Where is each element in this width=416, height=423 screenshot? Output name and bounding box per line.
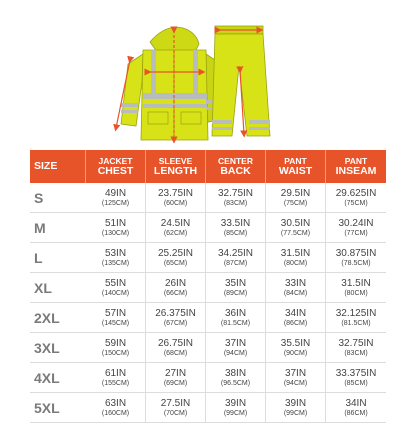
measurement-inches: 30.5IN bbox=[280, 217, 311, 229]
measurement-centimeters: (145CM) bbox=[101, 319, 130, 327]
measurement-centimeters: (89CM) bbox=[223, 289, 248, 297]
measurement-cell-waist bbox=[266, 243, 326, 273]
measurement-centimeters: (85CM) bbox=[344, 379, 368, 387]
size-label: XL bbox=[30, 273, 86, 303]
measurement-inches: 39IN bbox=[224, 397, 247, 409]
measurement-inches: 29.5IN bbox=[280, 187, 311, 199]
measurement-centimeters: (83CM) bbox=[344, 349, 368, 357]
jacket-illustration-icon bbox=[121, 27, 222, 140]
measurement-cell-chest bbox=[86, 243, 146, 273]
table-row bbox=[30, 363, 386, 393]
header-sleeve-length: SLEEVE LENGTH bbox=[146, 150, 206, 183]
measurement-cell-inseam bbox=[326, 303, 386, 333]
measurement-cell-back bbox=[206, 243, 266, 273]
measurement-cell-waist bbox=[266, 333, 326, 363]
measurement-cell-inseam bbox=[326, 333, 386, 363]
measurement-cell-inseam bbox=[326, 243, 386, 273]
measurement-centimeters: (84CM) bbox=[283, 289, 308, 297]
measurement-inches: 34IN bbox=[345, 397, 367, 409]
header-pant-waist: PANT WAIST bbox=[266, 150, 326, 183]
table-row bbox=[30, 333, 386, 363]
measurement-inches: 53IN bbox=[104, 247, 127, 259]
measurement-cell-back bbox=[206, 303, 266, 333]
measurement-centimeters: (130CM) bbox=[101, 229, 130, 237]
measurement-centimeters: (81.5CM) bbox=[220, 319, 251, 327]
header-center-back: CENTER BACK bbox=[206, 150, 266, 183]
measurement-centimeters: (140CM) bbox=[101, 289, 130, 297]
table-row bbox=[30, 273, 386, 303]
measurement-centimeters: (77CM) bbox=[344, 229, 368, 237]
measurement-cell-chest bbox=[86, 303, 146, 333]
measurement-centimeters: (155CM) bbox=[101, 379, 130, 387]
garment-illustration bbox=[0, 0, 416, 145]
measurement-centimeters: (81.5CM) bbox=[341, 319, 371, 327]
measurement-inches: 39IN bbox=[284, 397, 307, 409]
measurement-centimeters: (99CM) bbox=[283, 409, 308, 417]
measurement-cell-back bbox=[206, 273, 266, 303]
measurement-cell-back bbox=[206, 363, 266, 393]
measurement-inches: 26.75IN bbox=[157, 337, 194, 349]
measurement-inches: 25.25IN bbox=[157, 247, 194, 259]
size-label: 3XL bbox=[30, 333, 86, 363]
measurement-cell-waist bbox=[266, 273, 326, 303]
measurement-cell-sleeve bbox=[146, 183, 206, 213]
measurement-inches: 23.75IN bbox=[157, 187, 194, 199]
measurement-inches: 26.375IN bbox=[155, 307, 196, 319]
measurement-inches: 37IN bbox=[224, 337, 247, 349]
measurement-cell-sleeve bbox=[146, 273, 206, 303]
table-header-row bbox=[30, 150, 386, 183]
measurement-centimeters: (75CM) bbox=[283, 199, 308, 207]
measurement-cell-chest bbox=[86, 393, 146, 423]
measurement-centimeters: (80CM) bbox=[344, 289, 368, 297]
measurement-inches: 24.5IN bbox=[160, 217, 191, 229]
size-label: 2XL bbox=[30, 303, 86, 333]
measurement-centimeters: (68CM) bbox=[163, 349, 188, 357]
measurement-inches: 29.625IN bbox=[335, 187, 377, 199]
measurement-inches: 36IN bbox=[224, 307, 247, 319]
measurement-cell-waist bbox=[266, 183, 326, 213]
measurement-cell-back bbox=[206, 333, 266, 363]
measurement-centimeters: (69CM) bbox=[163, 379, 188, 387]
measurement-cell-waist bbox=[266, 363, 326, 393]
measurement-cell-sleeve bbox=[146, 303, 206, 333]
measurement-cell-back bbox=[206, 183, 266, 213]
measurement-inches: 30.875IN bbox=[335, 247, 377, 259]
measurement-cell-back bbox=[206, 213, 266, 243]
size-label: S bbox=[30, 183, 86, 213]
measurement-inches: 31.5IN bbox=[280, 247, 311, 259]
measurement-centimeters: (87CM) bbox=[223, 259, 248, 267]
measurement-cell-inseam bbox=[326, 183, 386, 213]
measurement-cell-sleeve bbox=[146, 213, 206, 243]
measurement-cell-waist bbox=[266, 213, 326, 243]
measurement-inches: 33.5IN bbox=[220, 217, 251, 229]
measurement-centimeters: (135CM) bbox=[101, 259, 130, 267]
measurement-inches: 32.75IN bbox=[338, 337, 374, 349]
measurement-cell-chest bbox=[86, 333, 146, 363]
header-size: SIZE bbox=[30, 150, 86, 183]
table-row bbox=[30, 243, 386, 273]
measurement-inches: 34IN bbox=[284, 307, 307, 319]
measurement-centimeters: (96.5CM) bbox=[220, 379, 251, 387]
measurement-centimeters: (94CM) bbox=[223, 349, 248, 357]
measurement-cell-back bbox=[206, 393, 266, 423]
measurement-inches: 57IN bbox=[104, 307, 127, 319]
measurement-inches: 37IN bbox=[284, 367, 307, 379]
header-jacket-chest: JACKET CHEST bbox=[86, 150, 146, 183]
measurement-centimeters: (78.5CM) bbox=[341, 259, 371, 267]
measurement-centimeters: (67CM) bbox=[163, 319, 188, 327]
measurement-centimeters: (60CM) bbox=[163, 199, 188, 207]
measurement-cell-sleeve bbox=[146, 243, 206, 273]
measurement-centimeters: (90CM) bbox=[283, 349, 308, 357]
measurement-inches: 35.5IN bbox=[280, 337, 311, 349]
size-chart-table bbox=[30, 150, 386, 423]
measurement-cell-chest bbox=[86, 183, 146, 213]
header-pant-inseam: PANT INSEAM bbox=[326, 150, 386, 183]
measurement-inches: 49IN bbox=[104, 187, 127, 199]
measurement-inches: 59IN bbox=[104, 337, 127, 349]
measurement-centimeters: (70CM) bbox=[163, 409, 188, 417]
table-row bbox=[30, 213, 386, 243]
measurement-centimeters: (85CM) bbox=[223, 229, 248, 237]
measurement-centimeters: (150CM) bbox=[101, 349, 130, 357]
measurement-inches: 35IN bbox=[224, 277, 247, 289]
measurement-cell-chest bbox=[86, 213, 146, 243]
size-label: M bbox=[30, 213, 86, 243]
measurement-inches: 33IN bbox=[284, 277, 307, 289]
table-row bbox=[30, 393, 386, 423]
measurement-centimeters: (160CM) bbox=[101, 409, 130, 417]
measurement-centimeters: (99CM) bbox=[223, 409, 248, 417]
measurement-inches: 30.24IN bbox=[338, 217, 374, 229]
measurement-centimeters: (65CM) bbox=[163, 259, 188, 267]
measurement-centimeters: (80CM) bbox=[283, 259, 308, 267]
measurement-inches: 31.5IN bbox=[341, 277, 371, 289]
measurement-cell-sleeve bbox=[146, 333, 206, 363]
measurement-cell-sleeve bbox=[146, 363, 206, 393]
measurement-inches: 27IN bbox=[164, 367, 187, 379]
measurement-centimeters: (83CM) bbox=[223, 199, 248, 207]
measurement-inches: 55IN bbox=[104, 277, 127, 289]
measurement-inches: 51IN bbox=[104, 217, 127, 229]
measurement-inches: 32.125IN bbox=[335, 307, 377, 319]
measurement-inches: 34.25IN bbox=[217, 247, 254, 259]
measurement-centimeters: (125CM) bbox=[101, 199, 130, 207]
measurement-inches: 61IN bbox=[104, 367, 127, 379]
measurement-cell-inseam bbox=[326, 213, 386, 243]
measurement-cell-waist bbox=[266, 393, 326, 423]
measurement-centimeters: (94CM) bbox=[283, 379, 308, 387]
size-label: 5XL bbox=[30, 393, 86, 423]
measurement-inches: 27.5IN bbox=[160, 397, 191, 409]
measurement-inches: 26IN bbox=[164, 277, 187, 289]
table-row bbox=[30, 183, 386, 213]
measurement-cell-inseam bbox=[326, 273, 386, 303]
measurement-centimeters: (66CM) bbox=[163, 289, 188, 297]
size-label: L bbox=[30, 243, 86, 273]
measurement-centimeters: (75CM) bbox=[344, 199, 368, 207]
measurement-centimeters: (77.5CM) bbox=[280, 229, 311, 237]
measurement-cell-chest bbox=[86, 363, 146, 393]
size-label: 4XL bbox=[30, 363, 86, 393]
table-row bbox=[30, 303, 386, 333]
measurement-cell-chest bbox=[86, 273, 146, 303]
measurement-centimeters: (86CM) bbox=[283, 319, 308, 327]
measurement-cell-inseam bbox=[326, 363, 386, 393]
measurement-inches: 32.75IN bbox=[217, 187, 254, 199]
measurement-inches: 38IN bbox=[224, 367, 247, 379]
measurement-inches: 63IN bbox=[104, 397, 127, 409]
measurement-cell-inseam bbox=[326, 393, 386, 423]
measurement-inches: 33.375IN bbox=[335, 367, 377, 379]
measurement-centimeters: (62CM) bbox=[163, 229, 188, 237]
measurement-cell-sleeve bbox=[146, 393, 206, 423]
measurement-centimeters: (86CM) bbox=[344, 409, 368, 417]
measurement-cell-waist bbox=[266, 303, 326, 333]
